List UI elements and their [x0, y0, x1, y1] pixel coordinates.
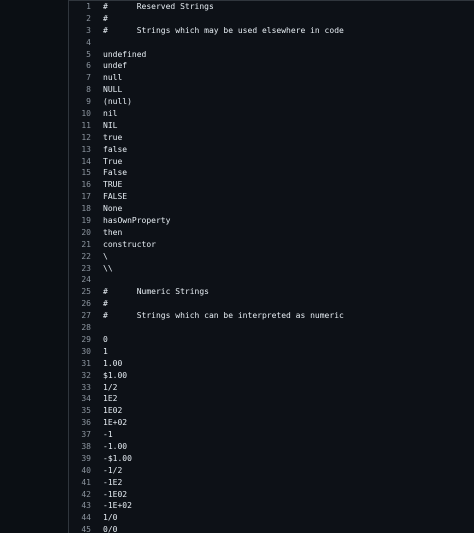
line-number[interactable]: 37 [81, 430, 91, 440]
line-number[interactable]: 40 [81, 465, 91, 475]
line-text: # Reserved Strings [103, 2, 214, 11]
code-lines [69, 1, 344, 533]
line-number[interactable]: 41 [81, 477, 91, 487]
line-text: 1/2 [103, 382, 118, 392]
code-line[interactable] [69, 286, 344, 298]
line-text: \ [103, 251, 108, 261]
line-number[interactable]: 23 [81, 263, 91, 273]
line-number[interactable]: 6 [86, 61, 91, 71]
line-number[interactable]: 18 [81, 204, 91, 214]
line-number[interactable]: 7 [86, 73, 91, 83]
line-number[interactable]: 15 [81, 168, 91, 178]
line-text: -1E+02 [103, 501, 132, 511]
line-text [91, 322, 103, 334]
line-number[interactable]: 44 [81, 513, 91, 523]
line-number[interactable]: 35 [81, 406, 91, 416]
line-text: 1E+02 [103, 418, 128, 428]
line-text: nil [103, 109, 118, 119]
code-line[interactable] [69, 322, 344, 334]
line-number[interactable]: 2 [86, 13, 91, 23]
line-text: 0/0 [103, 525, 118, 533]
code-line[interactable] [69, 310, 344, 322]
line-text: FALSE [103, 192, 128, 202]
code-line[interactable] [69, 382, 344, 394]
line-text: 1E2 [103, 394, 118, 404]
code-line[interactable] [69, 203, 344, 215]
code-line[interactable] [69, 334, 344, 346]
line-text: 1/0 [103, 513, 118, 523]
line-text: NULL [103, 85, 123, 95]
line-text: 1E02 [103, 406, 123, 416]
line-text: # [103, 13, 108, 23]
line-number[interactable]: 25 [81, 287, 91, 297]
line-number[interactable]: 13 [81, 144, 91, 154]
line-text: false [103, 144, 128, 154]
line-text: hasOwnProperty [103, 216, 171, 226]
line-number[interactable]: 34 [81, 394, 91, 404]
code-line[interactable] [69, 37, 344, 49]
line-number[interactable]: 42 [81, 489, 91, 499]
code-line[interactable] [69, 405, 344, 417]
line-number[interactable]: 26 [81, 299, 91, 309]
line-number[interactable]: 20 [81, 227, 91, 237]
line-text: # Strings which can be interpreted as numeric [103, 311, 344, 321]
line-number[interactable]: 31 [81, 358, 91, 368]
code-line[interactable] [69, 1, 344, 13]
line-text [91, 274, 103, 286]
line-number[interactable]: 8 [86, 85, 91, 95]
code-line[interactable] [69, 132, 344, 144]
code-line[interactable] [69, 156, 344, 168]
code-line[interactable] [69, 429, 344, 441]
line-text: true [103, 132, 123, 142]
code-line[interactable] [69, 524, 344, 533]
line-number[interactable]: 24 [81, 275, 91, 285]
line-number[interactable]: 29 [81, 334, 91, 344]
code-line[interactable] [69, 144, 344, 156]
line-text: 0 [103, 334, 108, 344]
line-text: 1.00 [103, 358, 123, 368]
line-number[interactable]: 38 [81, 441, 91, 451]
line-number[interactable]: 19 [81, 216, 91, 226]
line-text: # Strings which may be used elsewhere in code [103, 25, 344, 35]
code-line[interactable] [69, 251, 344, 263]
code-line[interactable] [69, 84, 344, 96]
code-line[interactable] [69, 298, 344, 310]
code-line[interactable] [69, 512, 344, 524]
line-text: True [103, 156, 123, 166]
code-line[interactable] [69, 346, 344, 358]
line-number[interactable]: 5 [86, 49, 91, 59]
code-line[interactable] [69, 191, 344, 203]
line-text: NIL [103, 120, 118, 130]
line-number[interactable]: 32 [81, 370, 91, 380]
line-number[interactable]: 27 [81, 311, 91, 321]
code-line[interactable] [69, 239, 344, 251]
code-line[interactable] [69, 453, 344, 465]
code-line[interactable] [69, 49, 344, 61]
line-text [91, 37, 103, 49]
code-line[interactable] [69, 263, 344, 275]
code-line[interactable] [69, 441, 344, 453]
line-number[interactable]: 4 [86, 37, 91, 47]
line-number[interactable]: 21 [81, 239, 91, 249]
line-number[interactable]: 10 [81, 109, 91, 119]
code-line[interactable] [69, 477, 344, 489]
line-number[interactable]: 9 [86, 97, 91, 107]
line-text: -1 [103, 430, 113, 440]
code-line[interactable] [69, 489, 344, 501]
line-number[interactable]: 30 [81, 346, 91, 356]
code-line[interactable] [69, 120, 344, 132]
code-line[interactable] [69, 227, 344, 239]
code-line[interactable] [69, 96, 344, 108]
line-number[interactable]: 11 [81, 120, 91, 130]
line-number[interactable]: 17 [81, 192, 91, 202]
line-text: null [103, 73, 123, 83]
line-text: undefined [103, 49, 147, 59]
line-text: -1E2 [103, 477, 123, 487]
code-line[interactable] [69, 358, 344, 370]
line-number[interactable]: 28 [81, 323, 91, 333]
line-number[interactable]: 39 [81, 453, 91, 463]
code-line[interactable] [69, 500, 344, 512]
code-line[interactable] [69, 179, 344, 191]
line-text: -1E02 [103, 489, 128, 499]
line-number[interactable]: 16 [81, 180, 91, 190]
code-line[interactable] [69, 25, 344, 37]
code-line[interactable] [69, 60, 344, 72]
line-text: TRUE [103, 180, 123, 190]
code-line[interactable] [69, 274, 344, 286]
code-line[interactable] [69, 72, 344, 84]
line-text: constructor [103, 239, 156, 249]
line-text: then [103, 227, 123, 237]
line-text: -$1.00 [103, 453, 132, 463]
line-number[interactable]: 43 [81, 501, 91, 511]
line-text: -1/2 [103, 465, 123, 475]
line-number[interactable]: 3 [86, 25, 91, 35]
line-number[interactable]: 33 [81, 382, 91, 392]
line-number[interactable]: 22 [81, 251, 91, 261]
line-text: \\ [103, 263, 113, 273]
side-panel [0, 0, 68, 533]
code-line[interactable] [69, 393, 344, 405]
line-text: 1 [103, 346, 108, 356]
line-text: False [103, 168, 128, 178]
line-text: None [103, 204, 123, 214]
code-line[interactable] [69, 417, 344, 429]
code-line[interactable] [69, 13, 344, 25]
line-number[interactable]: 36 [81, 418, 91, 428]
line-number[interactable]: 14 [81, 156, 91, 166]
code-view[interactable] [69, 0, 474, 533]
line-text: -1.00 [103, 441, 128, 451]
line-text: # Numeric Strings [103, 287, 209, 297]
line-text: $1.00 [103, 370, 128, 380]
code-line[interactable] [69, 167, 344, 179]
line-number[interactable]: 45 [81, 525, 91, 533]
line-text: (null) [103, 97, 132, 107]
code-line[interactable] [69, 370, 344, 382]
code-line[interactable] [69, 108, 344, 120]
line-number[interactable]: 12 [81, 132, 91, 142]
line-number[interactable]: 1 [86, 2, 91, 11]
line-text: # [103, 299, 108, 309]
code-line[interactable] [69, 215, 344, 227]
line-text: undef [103, 61, 128, 71]
code-line[interactable] [69, 465, 344, 477]
